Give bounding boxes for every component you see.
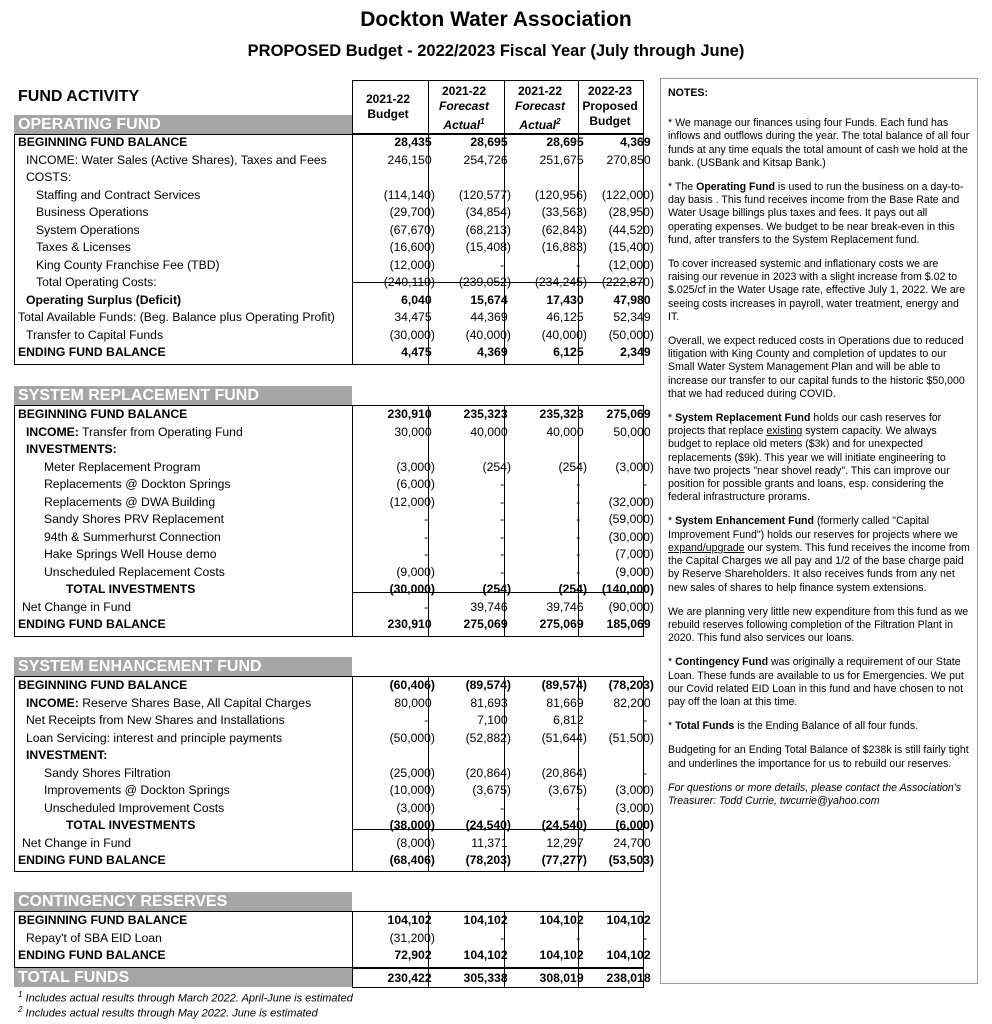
row-value: 230,910: [387, 407, 435, 421]
notes-panel: [660, 78, 978, 984]
row-label: King County Franchise Fee (TBD): [36, 257, 220, 272]
row-value: (222,870): [601, 275, 654, 289]
note-paragraph: * Total Funds is the Ending Balance of all four funds.: [668, 720, 919, 733]
row-value: 17,430: [546, 292, 587, 307]
row-value: 246,150: [387, 152, 435, 167]
row-value: (30,000): [608, 529, 654, 544]
row-value: -: [500, 512, 511, 526]
row-value: (3,675): [548, 783, 587, 797]
row-value: 44,369: [470, 310, 511, 324]
row-label: Loan Servicing: interest and principle payments: [26, 730, 283, 745]
operating-fund-box: [14, 134, 644, 365]
contingency-box: [14, 911, 644, 968]
row-value: (9,000): [396, 564, 435, 579]
row-value: 47,980: [613, 292, 654, 307]
row-label: Staffing and Contract Services: [36, 187, 201, 202]
row-value: -: [576, 494, 587, 509]
row-value: -: [500, 257, 511, 272]
row-value: 24,700: [613, 835, 654, 850]
row-value: -: [424, 512, 435, 526]
row-label: Net Change in Fund: [22, 835, 132, 850]
notes-heading: NOTES:: [668, 87, 709, 99]
row-value: (120,577): [458, 187, 511, 202]
total-value: 230,422: [387, 971, 435, 985]
row-value: 40,000: [470, 424, 511, 439]
header-box: [352, 80, 644, 134]
row-value: 40,000: [546, 424, 587, 439]
row-value: (59,000): [608, 512, 654, 526]
row-value: (140,000): [601, 582, 654, 596]
row-value: 185,069: [606, 617, 654, 631]
row-value: (20,864): [541, 765, 587, 780]
row-value: (3,000): [396, 800, 435, 815]
row-value: 72,902: [394, 948, 435, 962]
row-value: 81,669: [546, 695, 587, 710]
page-title: Dockton Water Association: [360, 8, 632, 31]
row-value: (254): [482, 582, 511, 596]
row-value: (12,000): [389, 494, 435, 509]
row-value: 30,000: [394, 424, 435, 439]
row-value: (234,245): [534, 275, 587, 289]
row-value: 39,746: [470, 599, 511, 614]
row-value: 81,693: [470, 695, 511, 710]
row-value: 34,475: [394, 310, 435, 324]
row-value: (7,000): [615, 547, 654, 561]
row-value: (50,000): [608, 327, 654, 342]
row-value: -: [500, 564, 511, 579]
row-value: 39,746: [546, 599, 587, 614]
fund-activity-label: FUND ACTIVITY: [18, 88, 140, 105]
row-value: (33,563): [541, 205, 587, 219]
row-label: INCOME: Transfer from Operating Fund: [26, 424, 243, 439]
row-value: 4,369: [620, 135, 654, 149]
row-value: (89,574): [465, 678, 511, 692]
row-value: (114,140): [383, 187, 435, 202]
row-value: 2,349: [620, 345, 654, 359]
row-value: (53,503): [608, 853, 654, 867]
row-label: Taxes & Licenses: [36, 240, 131, 254]
row-value: (40,000): [541, 327, 587, 342]
row-value: (3,000): [396, 459, 435, 474]
row-label: Sandy Shores Filtration: [44, 765, 171, 780]
row-value: -: [500, 930, 511, 945]
footnote-2: $^2$ Includes actual results through May 2022. June is estimated: [18, 1005, 318, 1020]
row-label: Repay't of SBA EID Loan: [26, 930, 162, 945]
row-label: System Operations: [36, 222, 140, 237]
row-value: 28,695: [546, 135, 587, 149]
row-value: 11,371: [471, 835, 511, 850]
row-value: -: [576, 547, 587, 561]
row-value: 104,102: [463, 948, 511, 962]
row-value: 4,369: [477, 345, 511, 359]
row-label: ENDING FUND BALANCE: [18, 853, 166, 867]
column-header-proposed: 2022-23 Proposed Budget: [582, 84, 638, 128]
row-value: 82,200: [613, 695, 654, 710]
row-value: (3,000): [615, 459, 654, 474]
row-label: Replacements @ DWA Building: [44, 494, 216, 509]
row-value: -: [424, 547, 435, 561]
total-funds-box: [352, 968, 644, 988]
row-label: Total Available Funds: (Beg. Balance plus Operating Profit): [18, 310, 335, 324]
row-value: (120,956): [534, 187, 587, 202]
row-value: 104,102: [606, 948, 654, 962]
row-value: 104,102: [539, 913, 587, 927]
row-label: ENDING FUND BALANCE: [18, 617, 166, 631]
row-value: (25,000): [389, 765, 435, 780]
row-value: (51,500): [608, 730, 654, 745]
note-paragraph: * We manage our finances using four Funds. Each fund has inflows and outflows during the year. The total balance of all four funds at any time equals the total amount of cash we hold at the bank. (USBank and Kitsap Bank.): [668, 117, 970, 169]
row-value: -: [576, 512, 587, 526]
row-label: TOTAL INVESTMENTS: [66, 818, 196, 832]
row-value: 7,100: [477, 713, 511, 727]
row-value: (68,406): [389, 853, 435, 867]
row-value: -: [576, 564, 587, 579]
replacement-fund-header: SYSTEM REPLACEMENT FUND: [14, 386, 352, 405]
row-value: (50,000): [389, 730, 435, 745]
row-value: (12,000): [608, 257, 654, 272]
row-value: (78,203): [608, 678, 654, 692]
row-label: Hake Springs Well House demo: [44, 547, 217, 561]
row-value: (30,000): [389, 327, 435, 342]
row-value: (239,052): [458, 275, 511, 289]
row-value: -: [576, 257, 587, 272]
row-value: (16,883): [541, 240, 587, 254]
row-value: 104,102: [606, 913, 654, 927]
note-paragraph: For questions or more details, please contact the Association's Treasurer: Todd Currie, twcurrie@yahoo.com: [668, 781, 962, 807]
row-label: COSTS:: [26, 170, 72, 184]
row-value: 104,102: [387, 913, 435, 927]
row-value: -: [576, 930, 587, 945]
row-value: (38,000): [389, 818, 435, 832]
row-value: (8,000): [396, 835, 435, 850]
row-label: INCOME: Reserve Shares Base, All Capital Charges: [26, 695, 312, 710]
row-value: (122,000): [601, 187, 654, 202]
enhancement-fund-box: [14, 676, 644, 872]
row-value: 80,000: [394, 695, 435, 710]
row-label: TOTAL INVESTMENTS: [66, 582, 196, 596]
note-paragraph: Budgeting for an Ending Total Balance of $238k is still fairly tight and underlines the importance for us to rebuild our reserves.: [668, 744, 969, 770]
note-paragraph: We are planning very little new expenditure from this fund as we rebuild reserves following completion of the Filtration Plant in 2020. This fund also services our loans.: [668, 605, 969, 645]
row-label: Improvements @ Dockton Springs: [44, 783, 230, 797]
row-value: (90,000): [608, 599, 654, 614]
row-value: 235,323: [463, 407, 511, 421]
row-value: (77,277): [541, 853, 587, 867]
row-value: 6,040: [401, 292, 435, 307]
row-value: (62,843): [541, 222, 587, 237]
row-value: (40,000): [465, 327, 511, 342]
row-value: -: [424, 599, 435, 614]
row-value: 52,349: [613, 310, 654, 324]
row-value: -: [643, 477, 654, 491]
row-value: -: [576, 477, 587, 491]
row-label: Unscheduled Replacement Costs: [44, 564, 225, 579]
row-value: 6,125: [553, 345, 587, 359]
row-value: -: [500, 494, 511, 509]
row-value: (24,540): [541, 818, 587, 832]
row-label: BEGINNING FUND BALANCE: [18, 135, 188, 149]
row-value: (32,000): [608, 494, 654, 509]
row-value: 230,910: [387, 617, 435, 631]
row-value: (12,000): [389, 257, 435, 272]
row-value: 28,695: [470, 135, 511, 149]
row-value: -: [576, 800, 587, 815]
row-label: 94th & Summerhurst Connection: [44, 529, 221, 544]
row-value: 6,812: [553, 713, 587, 727]
row-value: 275,069: [606, 407, 654, 421]
row-value: (20,864): [465, 765, 511, 780]
row-label: Replacements @ Dockton Springs: [44, 477, 231, 491]
row-label: INVESTMENTS:: [26, 442, 117, 456]
row-value: 270,850: [606, 152, 654, 167]
row-label: Net Receipts from New Shares and Installations: [26, 713, 285, 727]
total-funds-label: TOTAL FUNDS: [14, 968, 352, 987]
row-value: (254): [482, 459, 511, 474]
row-value: (68,213): [465, 222, 511, 237]
note-paragraph: * System Enhancement Fund (formerly called "Capital Improvement Fund") holds our reserves for projects where we expand/upgrade our system. This fund receives the income from the Capital Charges we all pay and 1/2 of the base charge paid by Reserve Shareholders. It also receives funds from any net new sales of shares to help finance system extensions.: [668, 515, 970, 594]
page-subtitle: PROPOSED Budget - 2022/2023 Fiscal Year (July through June): [247, 42, 745, 60]
row-label: INCOME: Water Sales (Active Shares), Taxes and Fees: [26, 152, 327, 167]
row-label: Transfer to Capital Funds: [26, 327, 164, 342]
row-value: (240,110): [383, 275, 435, 289]
note-paragraph: * Contingency Fund was originally a requirement of our State Loan. These funds are available to us for Emergencies. We put our Covid related EID Loan in this fund and have chosen to not pay off the loan at this time.: [668, 656, 964, 708]
replacement-fund-box: [14, 405, 644, 637]
row-value: 46,125: [546, 310, 587, 324]
row-label: Business Operations: [36, 205, 149, 219]
row-value: 254,726: [463, 152, 511, 167]
row-value: (34,854): [465, 205, 511, 219]
row-value: (3,675): [472, 783, 511, 797]
row-value: (60,406): [389, 678, 435, 692]
row-value: (24,540): [465, 818, 511, 832]
row-value: (3,000): [615, 800, 654, 815]
row-value: 251,675: [539, 152, 587, 167]
total-value: 308,019: [539, 971, 587, 985]
row-value: -: [643, 765, 654, 780]
column-header-forecast-1: 2021-22 Forecast Actual$^1$: [438, 84, 490, 132]
row-value: -: [643, 713, 654, 727]
row-value: 104,102: [539, 948, 587, 962]
row-label: BEGINNING FUND BALANCE: [18, 678, 188, 692]
note-paragraph: * System Replacement Fund holds our cash reserves for projects that replace existing system capacity. We always budget to replace old meters ($3k) and for unexpected replacements ($9k). This year we will initiate engineering to have two projects "near shovel ready". This can improve our position for possible grants and loans, esp. considering the federal infrastructure prorams.: [668, 412, 950, 504]
row-value: 15,674: [470, 292, 511, 307]
row-value: (89,574): [541, 678, 587, 692]
row-label: Meter Replacement Program: [44, 459, 201, 474]
contingency-header: CONTINGENCY RESERVES: [14, 892, 352, 911]
row-value: 50,000: [613, 424, 654, 439]
row-value: (31,200): [389, 930, 435, 945]
row-value: 275,069: [539, 617, 587, 631]
row-value: (254): [558, 582, 587, 596]
row-value: (16,600): [389, 240, 435, 254]
row-label: INVESTMENT:: [26, 748, 108, 762]
column-header-budget: 2021-22 Budget: [365, 92, 411, 121]
row-value: 104,102: [463, 913, 511, 927]
row-value: -: [500, 800, 511, 815]
row-value: 4,475: [401, 345, 435, 359]
row-value: 235,323: [539, 407, 587, 421]
row-value: (28,950): [608, 205, 654, 219]
row-value: (10,000): [389, 783, 435, 797]
row-value: -: [500, 529, 511, 544]
row-value: (67,670): [389, 222, 435, 237]
row-value: (6,000): [615, 818, 654, 832]
row-label: BEGINNING FUND BALANCE: [18, 407, 188, 421]
row-value: 12,297: [546, 835, 587, 850]
footnote-1: $^1$ Includes actual results through March 2022. April-June is estimated: [18, 990, 353, 1005]
row-value: -: [500, 547, 511, 561]
row-value: -: [500, 477, 511, 491]
row-label: Operating Surplus (Deficit): [26, 292, 182, 307]
row-value: (78,203): [465, 853, 511, 867]
row-label: Total Operating Costs:: [36, 275, 157, 289]
row-value: (30,000): [389, 582, 435, 596]
row-value: (3,000): [615, 783, 654, 797]
row-value: -: [424, 713, 435, 727]
row-value: 275,069: [463, 617, 511, 631]
row-value: (52,882): [465, 730, 511, 745]
note-paragraph: To cover increased systemic and inflationary costs we are raising our revenue in 2023 with a slight increase from $.02 to $.025/cf in the Water Usage rate, effective July 1, 2022. We are seeing costs increases in payroll, water treatment, energy and IT.: [668, 258, 966, 323]
row-value: (9,000): [615, 564, 654, 579]
row-value: (15,400): [608, 240, 654, 254]
row-value: (15,408): [465, 240, 511, 254]
operating-fund-header: OPERATING FUND: [14, 115, 352, 134]
row-label: Unscheduled Improvement Costs: [44, 800, 225, 815]
row-value: -: [643, 930, 654, 945]
row-label: BEGINNING FUND BALANCE: [18, 913, 188, 927]
row-label: ENDING FUND BALANCE: [18, 948, 166, 962]
row-label: Net Change in Fund: [22, 599, 132, 614]
total-value: 305,338: [463, 971, 511, 985]
note-paragraph: * The Operating Fund is used to run the business on a day-to-day basis . This fund receives income from the Base Rate and Water Usage billings plus taxes and fees. It pays out all operating expenses. We budget to be near break-even in this fund, after transfers to the System Replacement fund.: [668, 181, 964, 246]
total-value: 238,018: [606, 971, 654, 985]
row-value: 28,435: [394, 135, 435, 149]
row-label: ENDING FUND BALANCE: [18, 345, 166, 359]
row-label: Sandy Shores PRV Replacement: [44, 512, 224, 526]
enhancement-fund-header: SYSTEM ENHANCEMENT FUND: [14, 657, 352, 676]
note-paragraph: Overall, we expect reduced costs in Operations due to reduced litigation with King County and completion of updates to our Small Water System Management Plan and will be able to increase our transfer to our capital funds to the historic $50,000 that we had reduced during COVID.: [668, 335, 965, 400]
row-value: (254): [558, 459, 587, 474]
row-value: -: [576, 529, 587, 544]
row-value: -: [424, 529, 435, 544]
row-value: (44,520): [608, 222, 654, 237]
row-value: (29,700): [389, 205, 435, 219]
row-value: (51,644): [541, 730, 587, 745]
row-value: (6,000): [396, 477, 435, 491]
column-header-forecast-2: 2021-22 Forecast Actual$^2$: [514, 84, 566, 132]
